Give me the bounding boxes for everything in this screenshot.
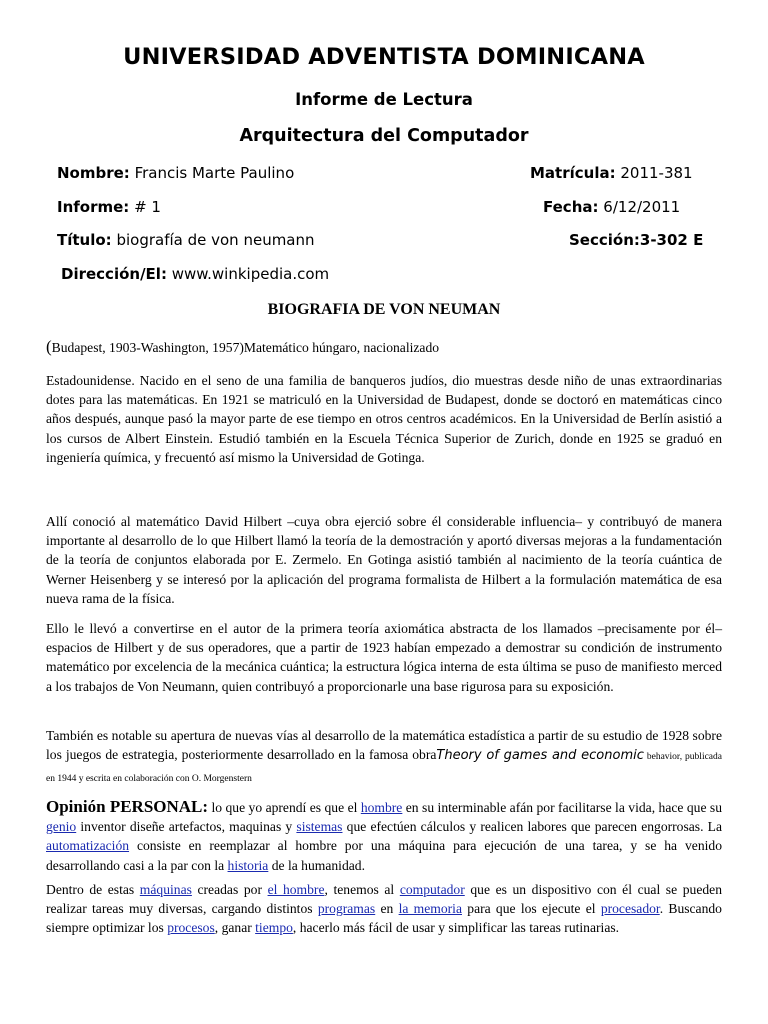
biography-paragraph-1: Estadounidense. Nacido en el seno de una familia de banqueros judíos, dio muestras desde niño de unas extraordinarias dotes para las matemáticas. En 1921 se matriculó en la Universidad de Budapest, donde se doctoró en matemáticas cinco años después, aunque pasó la mayor parte de ese tiempo en otros centros académicos. En la Universidad de Berlín asistió a los cursos de Albert Einstein. Estudió también en la Escuela Técnica Superior de Zurich, donde en 1925 se graduó en ingeniería química, y frecuentó así mismo la Universidad de Gotinga. xyxy=(46,373,722,465)
opinion-text: , ganar xyxy=(214,920,256,936)
field-fecha xyxy=(543,198,680,216)
opinion-text: inventor diseñe artefactos, maquinas y xyxy=(76,819,297,835)
link-procesador[interactable]: procesador xyxy=(600,901,660,917)
link-procesos[interactable]: procesos xyxy=(167,920,215,936)
intro-text: Budapest, 1903-Washington, 1957)Matemático húngaro, nacionalizado xyxy=(51,340,440,355)
opinion-text: lo que yo aprendí es que el xyxy=(208,800,361,815)
informe-label: Informe: xyxy=(57,198,130,216)
field-direccion xyxy=(61,265,329,283)
informe-value: # 1 xyxy=(134,198,161,216)
direccion-value: www.winkipedia.com xyxy=(171,265,330,283)
link-historia[interactable]: historia xyxy=(227,857,269,873)
matricula-value: 2011-381 xyxy=(620,164,693,182)
titulo-label: Título: xyxy=(57,231,112,249)
link-el-hombre[interactable]: el hombre xyxy=(267,882,325,897)
link-la-memoria[interactable]: la memoria xyxy=(398,901,462,917)
opinion-text: , hacerlo más fácil de usar y simplificar las tareas rutinarias. xyxy=(292,920,620,936)
opinion-text: que es un dispositivo con él cual se pueden realizar tareas muy diversas, cargando distintos xyxy=(46,882,722,917)
opinion-label: Opinión PERSONAL xyxy=(46,797,203,816)
fecha-label: Fecha: xyxy=(543,198,599,216)
opinion-text: Dentro de estas xyxy=(46,882,140,897)
p4-book-title: Theory of games and economic xyxy=(436,748,644,764)
opinion-text: de la humanidad. xyxy=(268,857,365,873)
opinion-text: creadas por xyxy=(191,882,268,897)
link-sistemas[interactable]: sistemas xyxy=(296,819,343,835)
biography-title: BIOGRAFIA DE VON NEUMAN xyxy=(267,301,501,318)
link-genio[interactable]: genio xyxy=(46,819,77,835)
seccion-label: Sección: xyxy=(569,231,640,249)
intro-paren: ( xyxy=(46,337,52,356)
nombre-label: Nombre: xyxy=(57,164,130,182)
titulo-value: biografía de von neumann xyxy=(116,231,315,249)
field-titulo xyxy=(57,231,315,249)
opinion-text: consiste en reemplazar al hombre por una máquina para ejecución de una tarea, y se ha venido desarrollando casi a la par con la xyxy=(46,838,722,873)
field-seccion xyxy=(569,231,703,249)
link-computador[interactable]: computador xyxy=(399,882,465,897)
direccion-label: Dirección/El: xyxy=(61,265,167,283)
p4-text: También es notable su apertura de nuevas vías al desarrollo de la matemática estadística a partir de su estudio de 1928 sobre los juegos de estrategia, posteriormente desarrollado en la famosa obra xyxy=(46,728,722,763)
university-title: UNIVERSIDAD ADVENTISTA DOMINICANA xyxy=(123,44,645,70)
opinion-text: en su interminable afán por facilitarse la vida, hace que su xyxy=(402,800,722,815)
course-heading: Arquitectura del Computador xyxy=(239,126,529,146)
link-automatizacion[interactable]: automatización xyxy=(46,838,130,854)
fecha-value: 6/12/2011 xyxy=(603,198,681,216)
opinion-text: . Buscando siempre optimizar los xyxy=(46,901,722,936)
nombre-value: Francis Marte Paulino xyxy=(134,164,295,182)
biography-intro xyxy=(46,337,439,357)
biography-paragraph-2: Allí conoció al matemático David Hilbert –cuya obra ejerció sobre él considerable influencia– y contribuyó de manera importante al desarrollo de lo que Hilbert llamó la teoría de la demostración y aportó diversas mejoras a la fundamentación de la teoría de conjuntos elaborada por E. Zermelo. En Gotinga asistió también al nacimiento de la teoría cuántica de Werner Heisenberg y se interesó por la aplicación del programa formalista de Hilbert a la formulación matemática de esa nueva rama de la física. xyxy=(46,514,722,606)
seccion-value: 3-302 E xyxy=(639,231,704,249)
p4-small-text: behavior, publicada en 1944 y escrita en colaboración con O. Morgenstern xyxy=(46,752,722,785)
matricula-label: Matrícula: xyxy=(530,164,616,182)
field-matricula xyxy=(530,164,693,182)
link-maquinas[interactable]: máquinas xyxy=(139,882,192,897)
opinion-text: , tenemos al xyxy=(324,882,400,897)
opinion-paragraph-2 xyxy=(46,880,722,938)
report-type-heading: Informe de Lectura xyxy=(295,90,473,109)
opinion-colon: : xyxy=(202,797,209,816)
biography-paragraph-3: Ello le llevó a convertirse en el autor de la primera teoría axiomática abstracta de los llamados –precisamente por él– espacios de Hilbert y de sus operadores, que a partir de 1923 habían empezado a demostrar su condición de instrumento matemático por excelencia de la mecánica cuántica; la estructura lógica interna de esta última se puso de manifiesto merced a los trabajos de Von Neumann, quien contribuyó a proporcionarle una base rigurosa para su exposición. xyxy=(46,621,722,694)
field-informe xyxy=(57,198,161,216)
link-hombre[interactable]: hombre xyxy=(360,800,403,815)
biography-paragraph-4 xyxy=(46,726,722,790)
field-nombre xyxy=(57,164,294,182)
opinion-text: que efectúen cálculos y realicen labores que parecen engorrosas. La xyxy=(342,819,722,835)
link-programas[interactable]: programas xyxy=(317,901,376,917)
opinion-text: en xyxy=(375,901,399,917)
opinion-text: para que los ejecute el xyxy=(462,901,601,917)
link-tiempo[interactable]: tiempo xyxy=(255,920,293,936)
opinion-paragraph xyxy=(46,797,722,875)
